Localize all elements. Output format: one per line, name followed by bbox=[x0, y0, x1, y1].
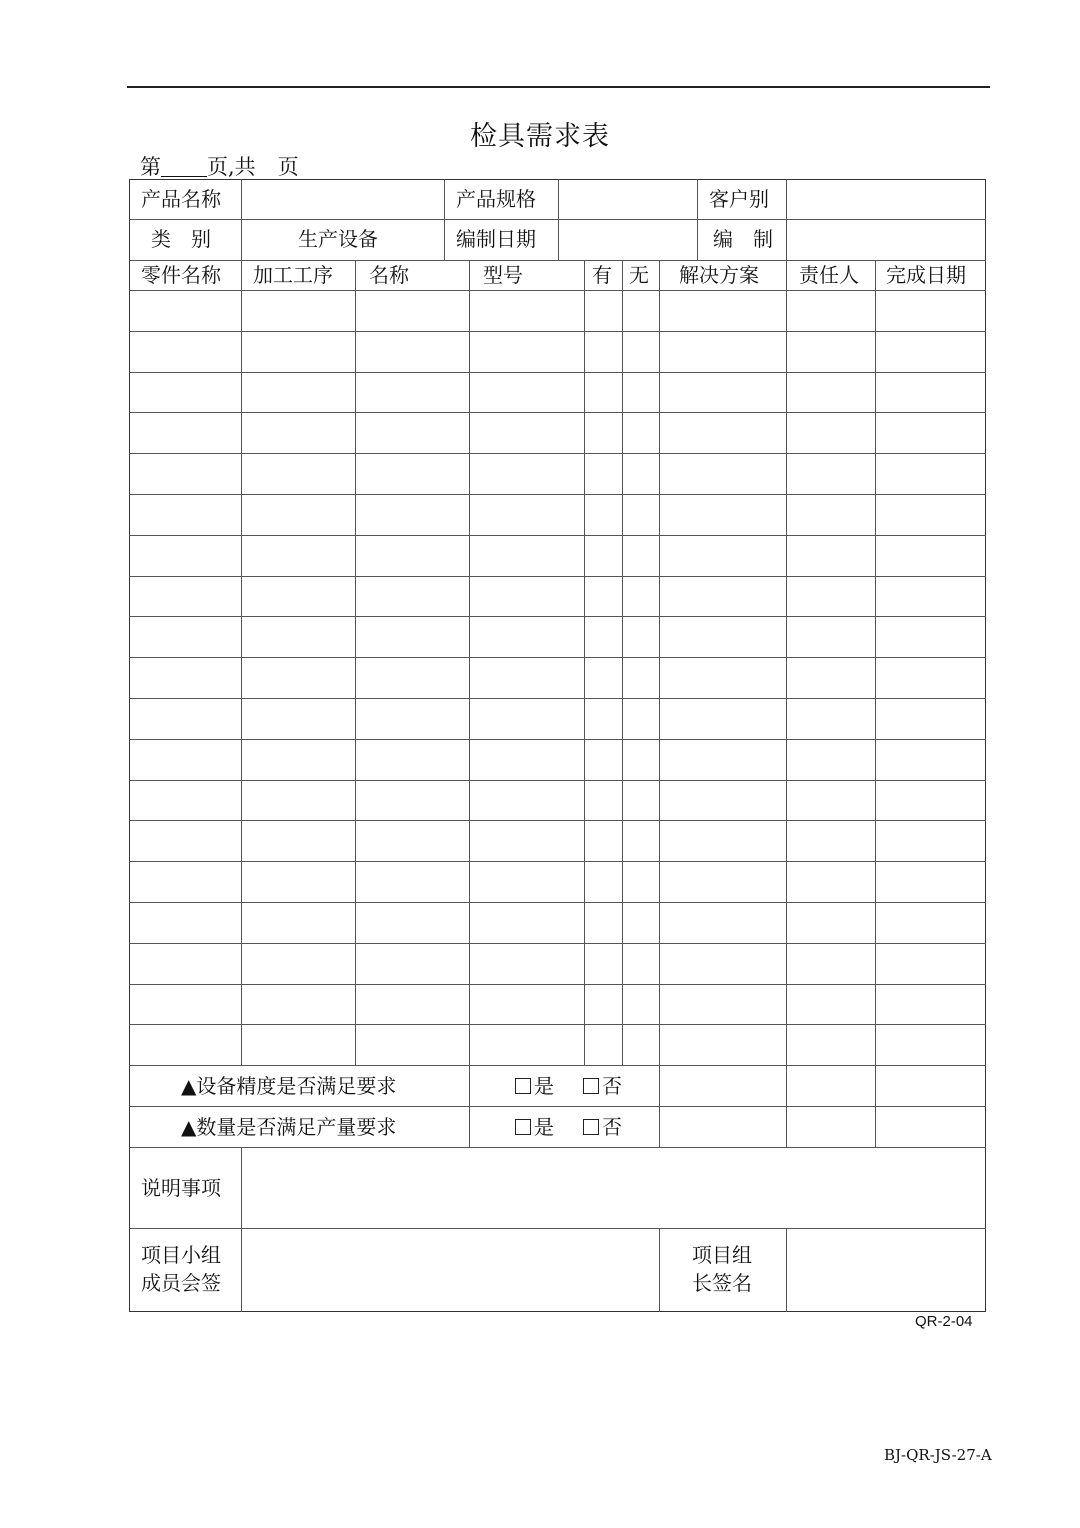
grid-line bbox=[786, 1065, 787, 1147]
grid-line bbox=[129, 984, 986, 985]
grid-line bbox=[129, 780, 986, 781]
form-code: QR-2-04 bbox=[915, 1313, 973, 1330]
date-label: 编制日期 bbox=[456, 227, 536, 251]
customer-label: 客户别 bbox=[709, 187, 769, 211]
grid-line bbox=[622, 260, 623, 1065]
leader-label-line2: 长签名 bbox=[692, 1271, 752, 1295]
checkbox-icon bbox=[583, 1078, 599, 1094]
page-number-line bbox=[140, 151, 299, 181]
grid-line bbox=[129, 331, 986, 332]
grid-line bbox=[659, 1065, 660, 1147]
grid-line bbox=[786, 1228, 787, 1312]
page-middle: 页,共 bbox=[207, 155, 256, 179]
check-quantity-label: ▲数量是否满足产量要求 bbox=[181, 1115, 397, 1139]
grid-line bbox=[129, 698, 986, 699]
checkbox-icon bbox=[515, 1078, 531, 1094]
col-finish-date: 完成日期 bbox=[886, 263, 966, 287]
grid-line bbox=[129, 535, 986, 536]
checkbox-icon bbox=[583, 1119, 599, 1135]
grid-line bbox=[875, 260, 876, 1065]
grid-line bbox=[469, 1065, 470, 1147]
page-prefix: 第 bbox=[140, 155, 161, 179]
grid-line bbox=[241, 179, 242, 260]
members-label-line2: 成员会签 bbox=[141, 1271, 221, 1295]
leader-label-line1: 项目组 bbox=[692, 1243, 752, 1267]
requirement-form bbox=[129, 179, 986, 1312]
grid-line bbox=[659, 1228, 660, 1312]
grid-line bbox=[129, 1228, 986, 1229]
grid-line bbox=[129, 1147, 986, 1148]
grid-line bbox=[584, 260, 585, 1065]
col-model: 型号 bbox=[483, 263, 523, 287]
grid-line bbox=[129, 616, 986, 617]
col-have: 有 bbox=[592, 263, 612, 287]
grid-line bbox=[129, 820, 986, 821]
grid-line bbox=[129, 657, 986, 658]
grid-line bbox=[697, 179, 698, 260]
grid-line bbox=[558, 179, 559, 260]
grid-line bbox=[241, 1147, 242, 1312]
grid-line bbox=[129, 902, 986, 903]
grid-line bbox=[659, 260, 660, 1065]
product-spec-label: 产品规格 bbox=[456, 187, 536, 211]
grid-line bbox=[129, 260, 986, 261]
col-solution: 解决方案 bbox=[679, 263, 759, 287]
prepared-label: 编 制 bbox=[713, 227, 773, 251]
check-precision-label: ▲设备精度是否满足要求 bbox=[181, 1074, 397, 1098]
grid-line bbox=[129, 861, 986, 862]
grid-line bbox=[875, 1065, 876, 1147]
grid-line bbox=[129, 1106, 986, 1107]
category-value: 生产设备 bbox=[298, 227, 378, 251]
page-title: 检具需求表 bbox=[470, 121, 610, 152]
notes-label: 说明事项 bbox=[141, 1176, 221, 1200]
category-label: 类 别 bbox=[151, 227, 211, 251]
top-rule bbox=[127, 86, 990, 88]
document-code: BJ-QR-JS-27-A bbox=[884, 1446, 992, 1464]
grid-line bbox=[444, 179, 445, 260]
grid-line bbox=[129, 372, 986, 373]
col-name: 名称 bbox=[369, 263, 409, 287]
col-owner: 责任人 bbox=[799, 263, 859, 287]
grid-line bbox=[786, 260, 787, 1065]
form-frame bbox=[129, 179, 986, 1312]
col-part-name: 零件名称 bbox=[141, 263, 221, 287]
grid-line bbox=[129, 943, 986, 944]
grid-line bbox=[129, 576, 986, 577]
product-name-label: 产品名称 bbox=[141, 187, 221, 211]
col-none: 无 bbox=[629, 263, 649, 287]
check-quantity-no[interactable]: 否 bbox=[583, 1117, 622, 1137]
grid-line bbox=[129, 494, 986, 495]
col-process: 加工工序 bbox=[253, 263, 333, 287]
grid-line bbox=[129, 1024, 986, 1025]
members-label-line1: 项目小组 bbox=[141, 1243, 221, 1267]
grid-line bbox=[469, 260, 470, 1065]
page-number-blank[interactable] bbox=[161, 156, 207, 177]
grid-line bbox=[129, 453, 986, 454]
grid-line bbox=[241, 260, 242, 1065]
grid-line bbox=[129, 290, 986, 291]
grid-line bbox=[129, 412, 986, 413]
page-suffix: 页 bbox=[277, 155, 299, 179]
grid-line bbox=[786, 179, 787, 260]
checkbox-icon bbox=[515, 1119, 531, 1135]
check-precision-yes[interactable]: 是 bbox=[515, 1076, 554, 1096]
check-quantity-yes[interactable]: 是 bbox=[515, 1117, 554, 1137]
grid-line bbox=[355, 260, 356, 1065]
grid-line bbox=[129, 1065, 986, 1066]
grid-line bbox=[129, 739, 986, 740]
check-precision-no[interactable]: 否 bbox=[583, 1076, 622, 1096]
